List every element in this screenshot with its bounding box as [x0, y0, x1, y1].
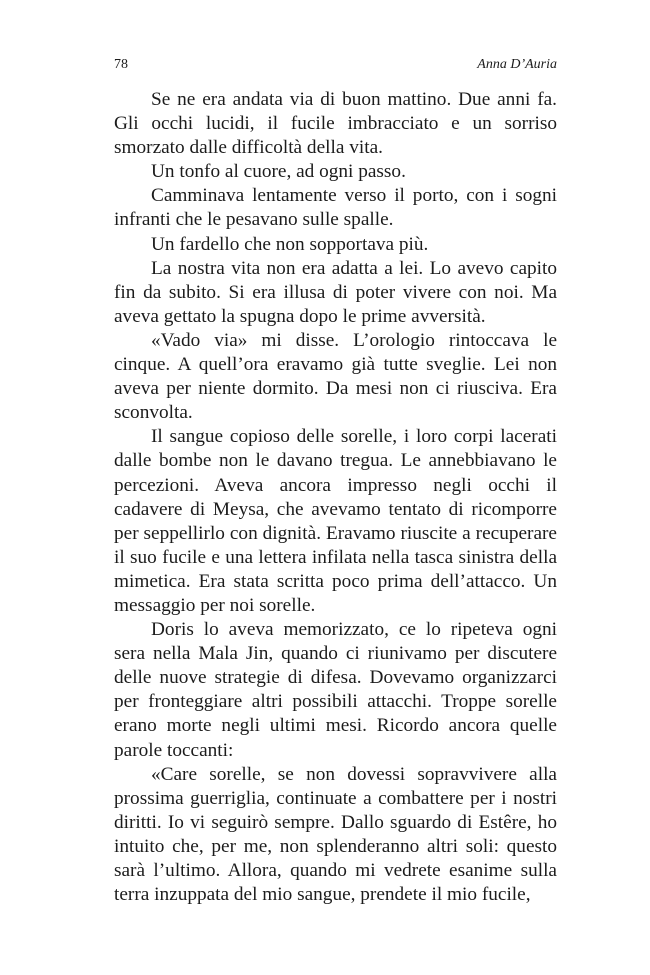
- paragraph: Un fardello che non sopportava più.: [151, 233, 429, 255]
- paragraph: «Care sorelle, se non dovessi sopravvivere alla prossima guerriglia, continuate a combattere per i nostri diritti. Io vi seguirò sempre. Dallo sguardo di Estêre, ho intuito che, per me, non splenderanno altri soli: questo sarà l’ultimo. Allora, quando mi vedrete esanime sulla terra inzuppata del mio sangue, prendete il mio fucile,: [114, 763, 557, 906]
- paragraph: La nostra vita non era adatta a lei. Lo avevo capito fin da subito. Si era illusa di poter vivere con noi. Ma aveva gettato la spugna dopo le prime avversità.: [114, 257, 557, 327]
- paragraph: Un tonfo al cuore, ad ogni passo.: [151, 161, 406, 183]
- paragraph: Se ne era andata via di buon mattino. Due anni fa. Gli occhi lucidi, il fucile imbracciato e un sorriso smorzato dalle difficoltà della vita.: [114, 89, 557, 159]
- body-text: [114, 88, 557, 907]
- author-name: Anna D’Auria: [477, 57, 557, 72]
- paragraph: Camminava lentamente verso il porto, con i sogni infranti che le pesavano sulle spalle.: [114, 185, 557, 231]
- running-head: [114, 57, 557, 77]
- paragraph: Doris lo aveva memorizzato, ce lo ripeteva ogni sera nella Mala Jin, quando ci riunivamo per discutere delle nuove strategie di difesa. Dovevamo organizzarci per fronteggiare altri possibili attacchi. Troppe sorelle erano morte negli ultimi mesi. Ricordo ancora quelle parole toccanti:: [114, 619, 557, 761]
- paragraph: «Vado via» mi disse. L’orologio rintoccava le cinque. A quell’ora eravamo già tutte sveglie. Lei non aveva per niente dormito. Da mesi non ci riusciva. Era sconvolta.: [114, 329, 557, 424]
- page-number: 78: [114, 57, 128, 72]
- paragraph: Il sangue copioso delle sorelle, i loro corpi lacerati dalle bombe non le davano tregua. Le annebbiavano le percezioni. Aveva ancora impresso negli occhi il cadavere di Meysa, che avevamo tentato di ricomporre per seppellirlo con dignità. Eravamo riuscite a recuperare il suo fucile e una lettera infilata nella tasca sinistra della mimetica. Era stata scritta poco prima dell’attacco. Un messaggio per noi sorelle.: [114, 426, 557, 616]
